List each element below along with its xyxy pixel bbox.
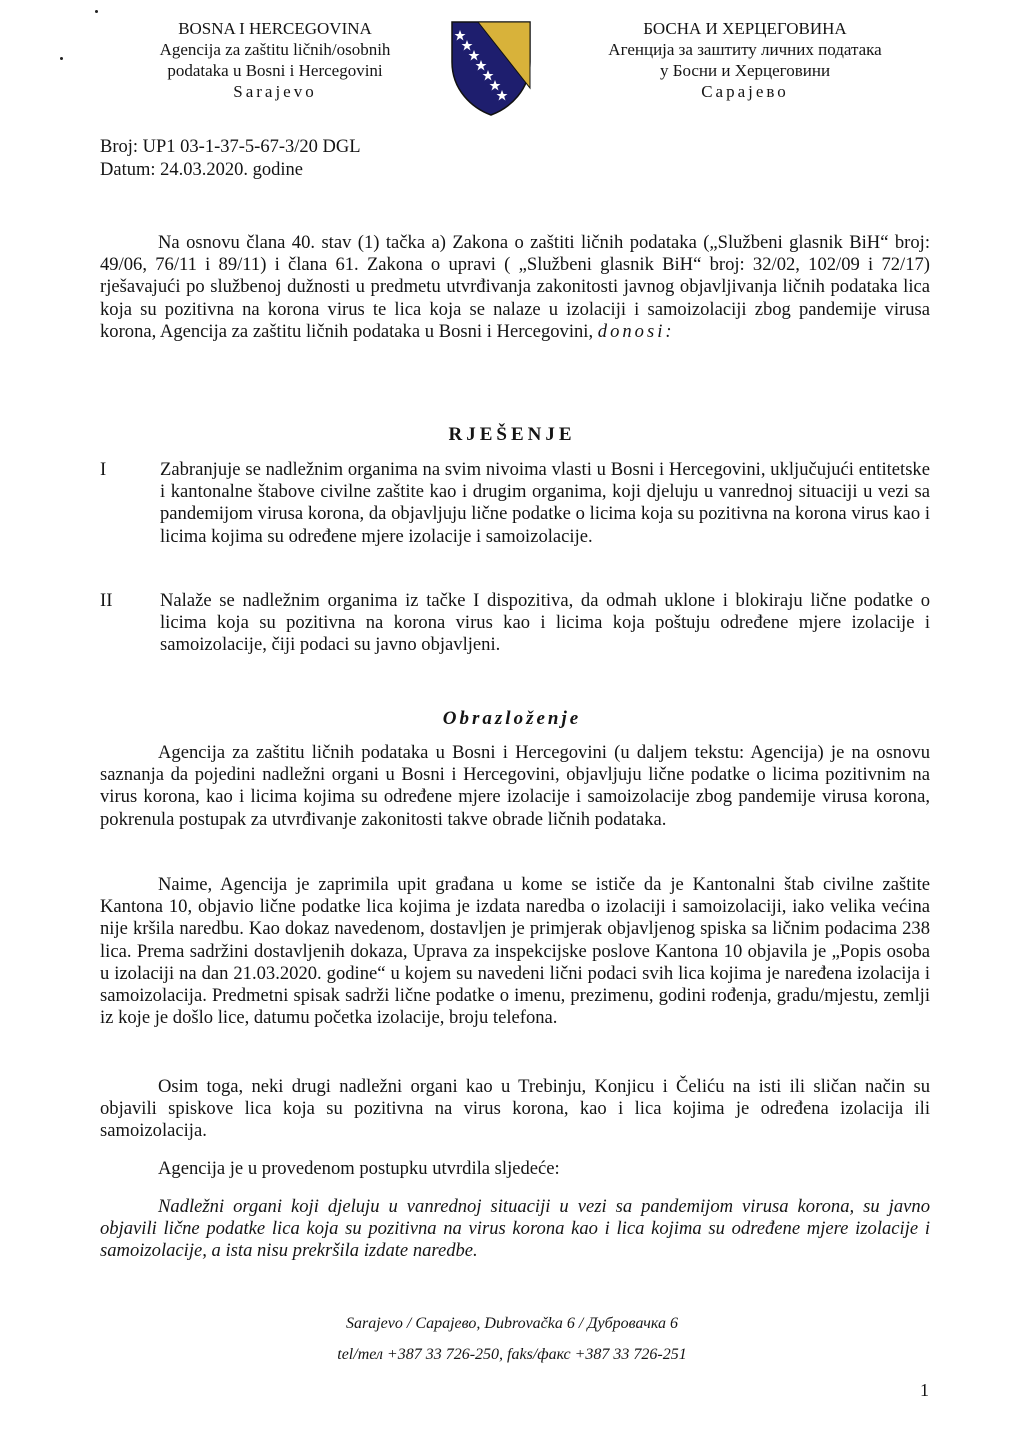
bih-coat-of-arms-icon bbox=[448, 18, 534, 118]
reasoning-paragraph: Agencija za zaštitu ličnih podataka u Bosni i Hercegovini (u daljem tekstu: Agencija) je na osnovu saznanja da pojedini nadležni organi u Bosni i Hercegovini, objavljuju lične podatke o licima pozitivnim na virus korona, kao i licima kojima su određene mjere izolacije i samoizolacije zbog pandemije virusa korona, pokrenula postupak za utvrđivanje zakonitosti takve obrade ličnih podataka. bbox=[100, 742, 930, 830]
intro-text: Na osnovu člana 40. stav (1) tačka a) Zakona o zaštiti ličnih podataka („Službeni glasnik BiH“ broj: 49/06, 76/11 i 89/11) i člana 61. Zakona o upravi ( „Službeni glasnik BiH“ broj: 32/02, 102/09 i 72/17) rješavajući po službenoj dužnosti u predmetu utvrđivanja zakonitosti javnog objavljivanja ličnih podataka lica koja su pozitivna na korona virus te lica koja se nalaze u izolaciji i samoizolaciji zbog pandemije virusa korona, Agencija za zaštitu ličnih podataka u Bosni i Hercegovini, bbox=[100, 232, 930, 342]
header-left-country: BOSNA I HERCEGOVINA bbox=[178, 19, 372, 38]
document-date: Datum: 24.03.2020. godine bbox=[100, 160, 303, 180]
header-left bbox=[130, 18, 420, 102]
reasoning-title: Obrazloženje bbox=[442, 708, 582, 729]
scan-dot bbox=[95, 10, 98, 13]
decision-title: RJEŠENJE bbox=[448, 424, 576, 445]
header-left-city: Sarajevo bbox=[233, 82, 317, 101]
document-meta bbox=[100, 136, 361, 182]
page-number: 1 bbox=[920, 1380, 929, 1400]
header-right-agency: Агенција за заштиту личних података bbox=[608, 40, 882, 59]
footer-address: Sarajevo / Сарајево, Dubrovačka 6 / Дубровачка 6 bbox=[346, 1315, 678, 1332]
decision-item-text: Zabranjuje se nadležnim organima na svim nivoima vlasti u Bosni i Hercegovini, uključujući entitetske i kantonalne štabove civilne zaštite kao i drugim organima, koji djeluju u vanrednoj situaciji u vezi sa pandemijom virusa korona, da objavljuju lične podatke o licima koja su pozitivna na korona virus kao i licima kojima su određene mjere izolacije i samoizolacije. bbox=[160, 459, 930, 547]
decision-item-number: I bbox=[100, 459, 107, 480]
decision-item-number: II bbox=[100, 590, 113, 611]
reasoning-paragraph: Osim toga, neki drugi nadležni organi kao u Trebinju, Konjicu i Čeliću na isti ili sličan način su objavili spiskove lica koja su pozitivna na virus korona, kao i lica kojima je određena izolacija ili samoizolacija. bbox=[100, 1076, 930, 1142]
reasoning-paragraph: Agencija je u provedenom postupku utvrdila sljedeće: bbox=[158, 1158, 560, 1179]
header-left-agency: Agencija za zaštitu ličnih/osobnih bbox=[159, 40, 391, 59]
footer-contact: tel/тел +387 33 726-250, faks/факс +387 33 726-251 bbox=[337, 1346, 687, 1363]
reasoning-finding: Nadležni organi koji djeluju u vanrednoj situaciji u vezi sa pandemijom virusa korona, su javno objavili lične podatke lica koja su pozitivna na virus korona kao i lica kojima su određene mjere izolacije i samoizolacije, a ista nisu prekršila izdate naredbe. bbox=[100, 1196, 930, 1262]
header-right-agency-2: у Босни и Херцеговини bbox=[659, 61, 831, 80]
header-left-agency-2: podataka u Bosni i Hercegovini bbox=[167, 61, 383, 80]
scan-dot bbox=[60, 57, 63, 60]
intro-donosi: donosi: bbox=[597, 320, 675, 342]
header-right bbox=[600, 18, 890, 102]
intro-paragraph bbox=[100, 232, 930, 343]
header-right-country: БОСНА И ХЕРЦЕГОВИНА bbox=[643, 19, 847, 38]
document-number: Broj: UP1 03-1-37-5-67-3/20 DGL bbox=[100, 137, 361, 157]
decision-item-text: Nalaže se nadležnim organima iz tačke I dispozitiva, da odmah uklone i blokiraju lične podatke o licima koja su pozitivna na korona virus kao i licima koja poštuju određene mjere izolacije i samoizolacije, čiji podaci su javno objavljeni. bbox=[160, 590, 930, 656]
header-right-city: Сарајево bbox=[701, 82, 789, 101]
reasoning-paragraph: Naime, Agencija je zaprimila upit građana u kome se ističe da je Kantonalni štab civilne zaštite Kantona 10, objavio lične podatke lica kojima je izdata naredba o izolaciji i samoizolaciji, iako velika većina nije kršila naredbu. Kao dokaz navedenom, dostavljen je primjerak objavljenog spiska sa ličnim podacima 238 lica. Prema sadržini dostavljenih dokaza, Uprava za inspekcijske poslove Kantona 10 objavila je „Popis osoba u izolaciji na dan 21.03.2020. godine“ u kojem su navedeni lični podaci svih lica kojima je naređena izolacija i samoizolacija. Predmetni spisak sadrži lične podatke o imenu, prezimenu, godini rođenja, gradu/mjestu, zemlji iz koje je došlo lice, datumu početka izolacije, broju telefona. bbox=[100, 874, 930, 1029]
